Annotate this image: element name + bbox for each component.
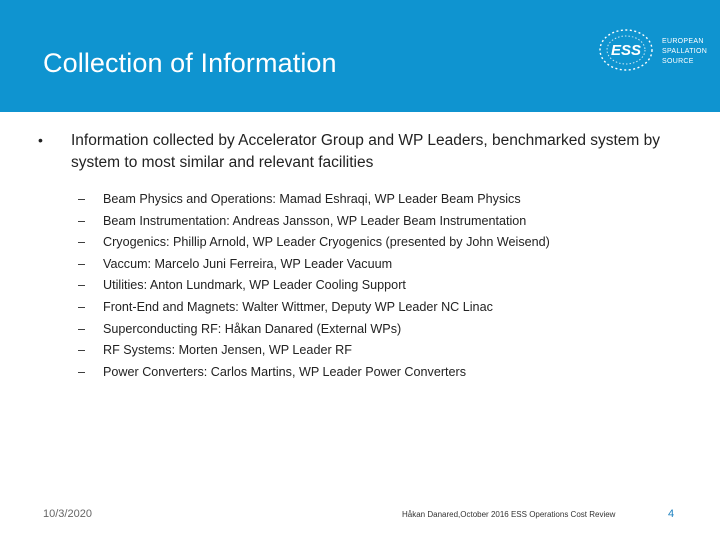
list-item-text: Front-End and Magnets: Walter Wittmer, Deputy WP Leader NC Linac bbox=[103, 299, 493, 314]
list-item-text: Superconducting RF: Håkan Danared (External WPs) bbox=[103, 321, 402, 336]
dash-marker: – bbox=[78, 321, 86, 336]
ess-logo-mark: ESS bbox=[610, 42, 642, 59]
dash-marker: – bbox=[78, 278, 86, 293]
logo-line-2: SPALLATION bbox=[662, 48, 708, 55]
dash-marker: – bbox=[78, 192, 86, 206]
list-item-text: Utilities: Anton Lundmark, WP Leader Cooling Support bbox=[103, 278, 406, 293]
dash-marker: – bbox=[78, 299, 86, 314]
footer-author-event: Håkan Danared,October 2016 ESS Operations Cost Review bbox=[402, 510, 616, 519]
list-item bbox=[78, 319, 678, 341]
list-item-text: RF Systems: Morten Jensen, WP Leader RF bbox=[103, 343, 352, 358]
slide-title: Collection of Information bbox=[43, 48, 337, 78]
list-item bbox=[78, 275, 678, 297]
logo-line-1: EUROPEAN bbox=[662, 38, 704, 45]
list-item bbox=[78, 232, 678, 254]
bullet-marker: • bbox=[38, 132, 43, 148]
footer-date: 10/3/2020 bbox=[43, 508, 92, 520]
list-item-text: Power Converters: Carlos Martins, WP Leader Power Converters bbox=[103, 364, 467, 379]
list-item bbox=[78, 362, 678, 384]
list-item bbox=[78, 254, 678, 276]
list-item-text: Cryogenics: Phillip Arnold, WP Leader Cryogenics (presented by John Weisend) bbox=[103, 235, 550, 250]
list-item-text: Beam Instrumentation: Andreas Jansson, WP Leader Beam Instrumentation bbox=[103, 213, 527, 228]
page-number: 4 bbox=[668, 508, 675, 520]
sub-bullet-list bbox=[78, 189, 678, 383]
list-item bbox=[78, 297, 678, 319]
dash-marker: – bbox=[78, 235, 86, 250]
dash-marker: – bbox=[78, 343, 86, 358]
dash-marker: – bbox=[78, 256, 86, 271]
list-item-text: Vaccum: Marcelo Juni Ferreira, WP Leader Vacuum bbox=[103, 256, 393, 271]
list-item bbox=[78, 340, 678, 362]
list-item bbox=[78, 211, 678, 233]
list-item bbox=[78, 189, 678, 211]
main-bullet-text: Information collected by Accelerator Group and WP Leaders, benchmarked system by system to most similar and relevant facilities bbox=[71, 132, 661, 171]
dash-marker: – bbox=[78, 364, 86, 379]
logo-line-3: SOURCE bbox=[662, 58, 694, 65]
list-item-text: Beam Physics and Operations: Mamad Eshraqi, WP Leader Beam Physics bbox=[103, 192, 521, 206]
dash-marker: – bbox=[78, 213, 86, 228]
